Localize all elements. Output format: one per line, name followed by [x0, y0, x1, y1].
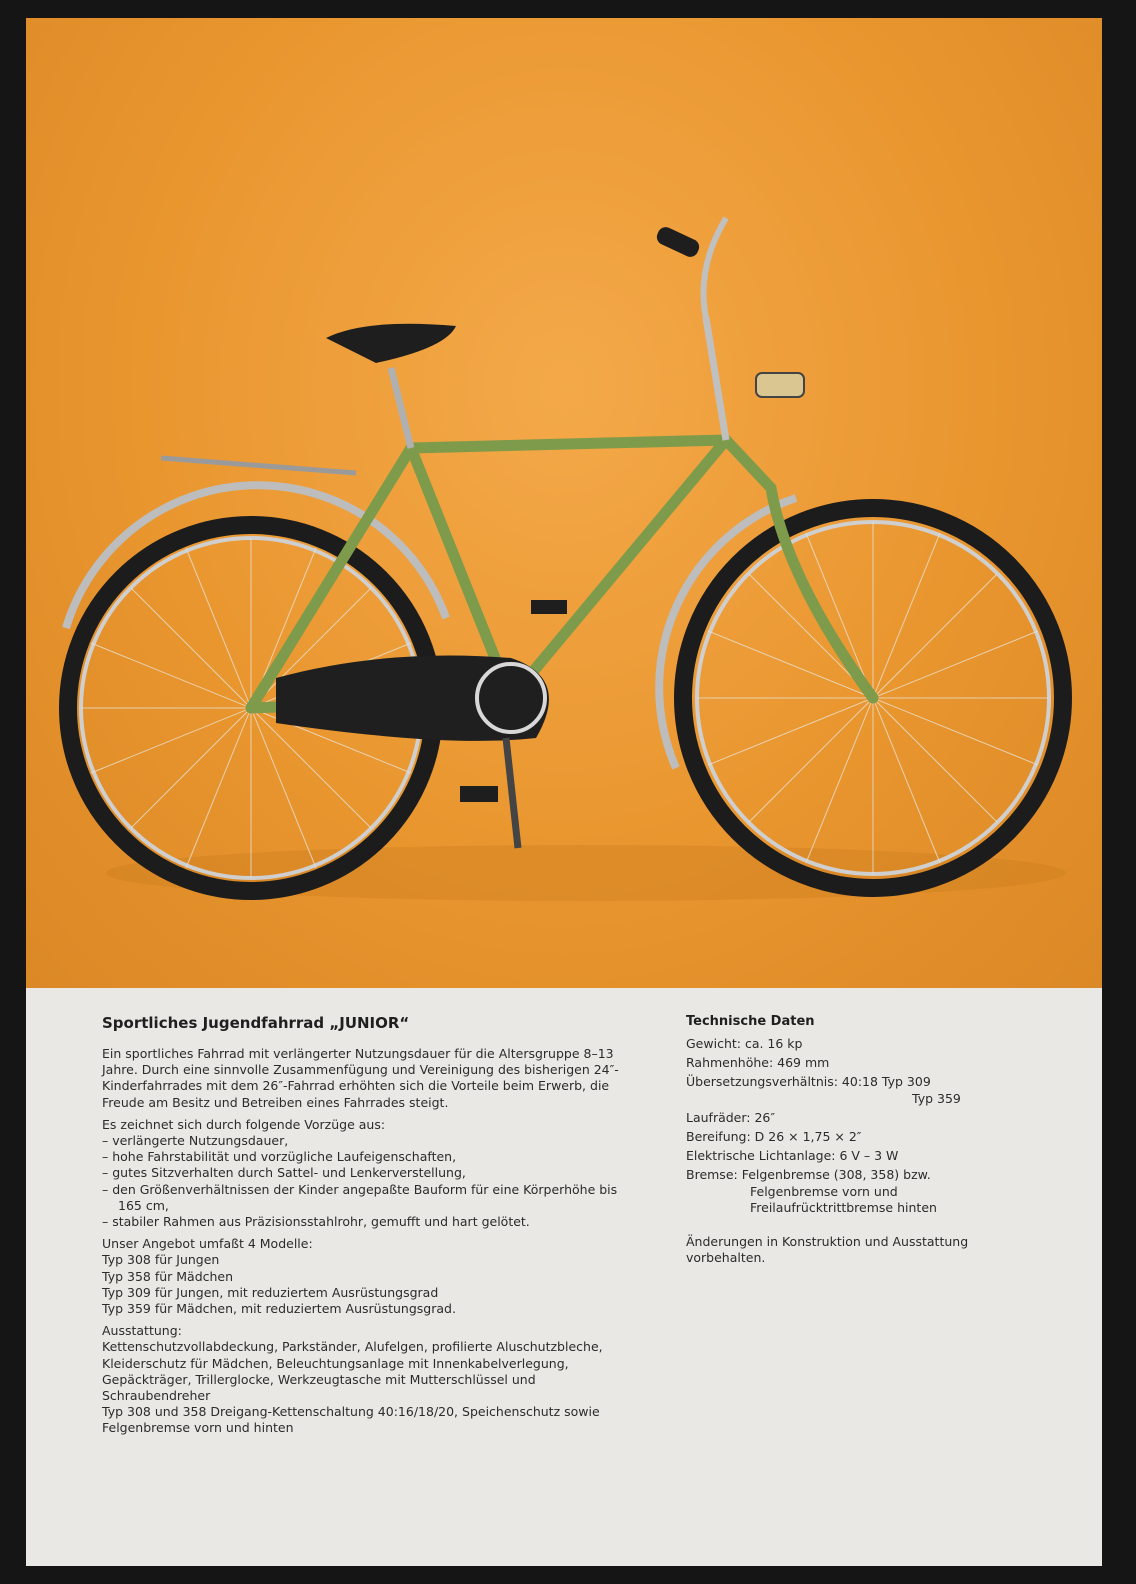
equipment-text: Kettenschutzvollabdeckung, Parkständer, Alufelgen, profilierte Aluschutzbleche, Kleiderschutz für Mädchen, Beleuchtungsanlage mit Innenkabelverlegung, Gepäckträger, Trillerglocke, Werkzeugtasche mit Mutterschlüssel und Schraubendreher [102, 1339, 603, 1404]
equipment-label: Ausstattung: [102, 1323, 182, 1339]
model-item: Typ 308 für Jungen [102, 1252, 220, 1268]
spec-wheels: Laufräder: 26″ [686, 1109, 776, 1125]
models-list [102, 1252, 622, 1317]
spec-ratio-line1: Übersetzungsverhältnis: 40:18 Typ 309 [686, 1074, 931, 1090]
spec-ratio-line2: Typ 359 [912, 1090, 961, 1106]
spec-lighting: Elektrische Lichtanlage: 6 V – 3 W [686, 1148, 899, 1164]
equipment-extra: Typ 308 und 358 Dreigang-Kettenschaltung 40:16/18/20, Speichenschutz sowie Felgenbremse vorn und hinten [102, 1404, 600, 1436]
spec-brake [686, 1167, 1046, 1216]
models-intro: Unser Angebot umfaßt 4 Modelle: [102, 1236, 313, 1252]
product-title: Sportliches Jugendfahrrad „JUNIOR“ [102, 1014, 410, 1032]
text-section [26, 988, 1102, 1566]
spec-brake-line3: Freilaufrücktrittbremse hinten [750, 1199, 937, 1215]
feature-item: – verlängerte Nutzungsdauer, [102, 1133, 289, 1149]
spec-ratio [686, 1074, 1046, 1106]
features-list [102, 1133, 622, 1230]
feature-item: – den Größenverhältnissen der Kinder angepaßte Bauform für eine Körperhöhe bis 165 cm, [102, 1181, 618, 1213]
spec-frame-height: Rahmenhöhe: 469 mm [686, 1055, 830, 1071]
intro-paragraph: Ein sportliches Fahrrad mit verlängerter Nutzungsdauer für die Altersgruppe 8–13 Jahre. Durch eine sinnvolle Zusammenfügung und Vereinigung des bisherigen 24″-Kinderfahrrades mit dem 26″-Fahrrad erhöhten sich die Vorteile beim Erwerb, die Freude am Besitz und Betreiben eines Fahrrades steigt. [102, 1046, 619, 1110]
bicycle-photo [26, 18, 1102, 988]
brochure-page [26, 18, 1102, 1566]
spec-tires: Bereifung: D 26 × 1,75 × 2″ [686, 1129, 862, 1145]
model-item: Typ 309 für Jungen, mit reduziertem Ausrüstungsgrad [102, 1284, 439, 1300]
spec-brake-line1: Bremse: Felgenbremse (308, 358) bzw. [686, 1167, 931, 1183]
bicycle-illustration [26, 18, 1102, 988]
model-item: Typ 359 für Mädchen, mit reduziertem Ausrüstungsgrad. [102, 1301, 456, 1317]
technical-title: Technische Daten [686, 1014, 815, 1029]
feature-item: – hohe Fahrstabilität und vorzügliche Laufeigenschaften, [102, 1149, 457, 1165]
feature-item: – gutes Sitzverhalten durch Sattel- und Lenkerverstellung, [102, 1165, 466, 1181]
spec-weight: Gewicht: ca. 16 kp [686, 1036, 803, 1051]
feature-item: – stabiler Rahmen aus Präzisionsstahlrohr, gemufft und hart gelötet. [102, 1214, 530, 1230]
spec-brake-line2: Felgenbremse vorn und [750, 1183, 898, 1199]
technical-column [686, 1014, 1046, 1266]
description-column [102, 1014, 622, 1443]
change-note: Änderungen in Konstruktion und Ausstattung vorbehalten. [686, 1234, 969, 1266]
features-intro: Es zeichnet sich durch folgende Vorzüge aus: [102, 1116, 386, 1132]
model-item: Typ 358 für Mädchen [102, 1268, 234, 1284]
